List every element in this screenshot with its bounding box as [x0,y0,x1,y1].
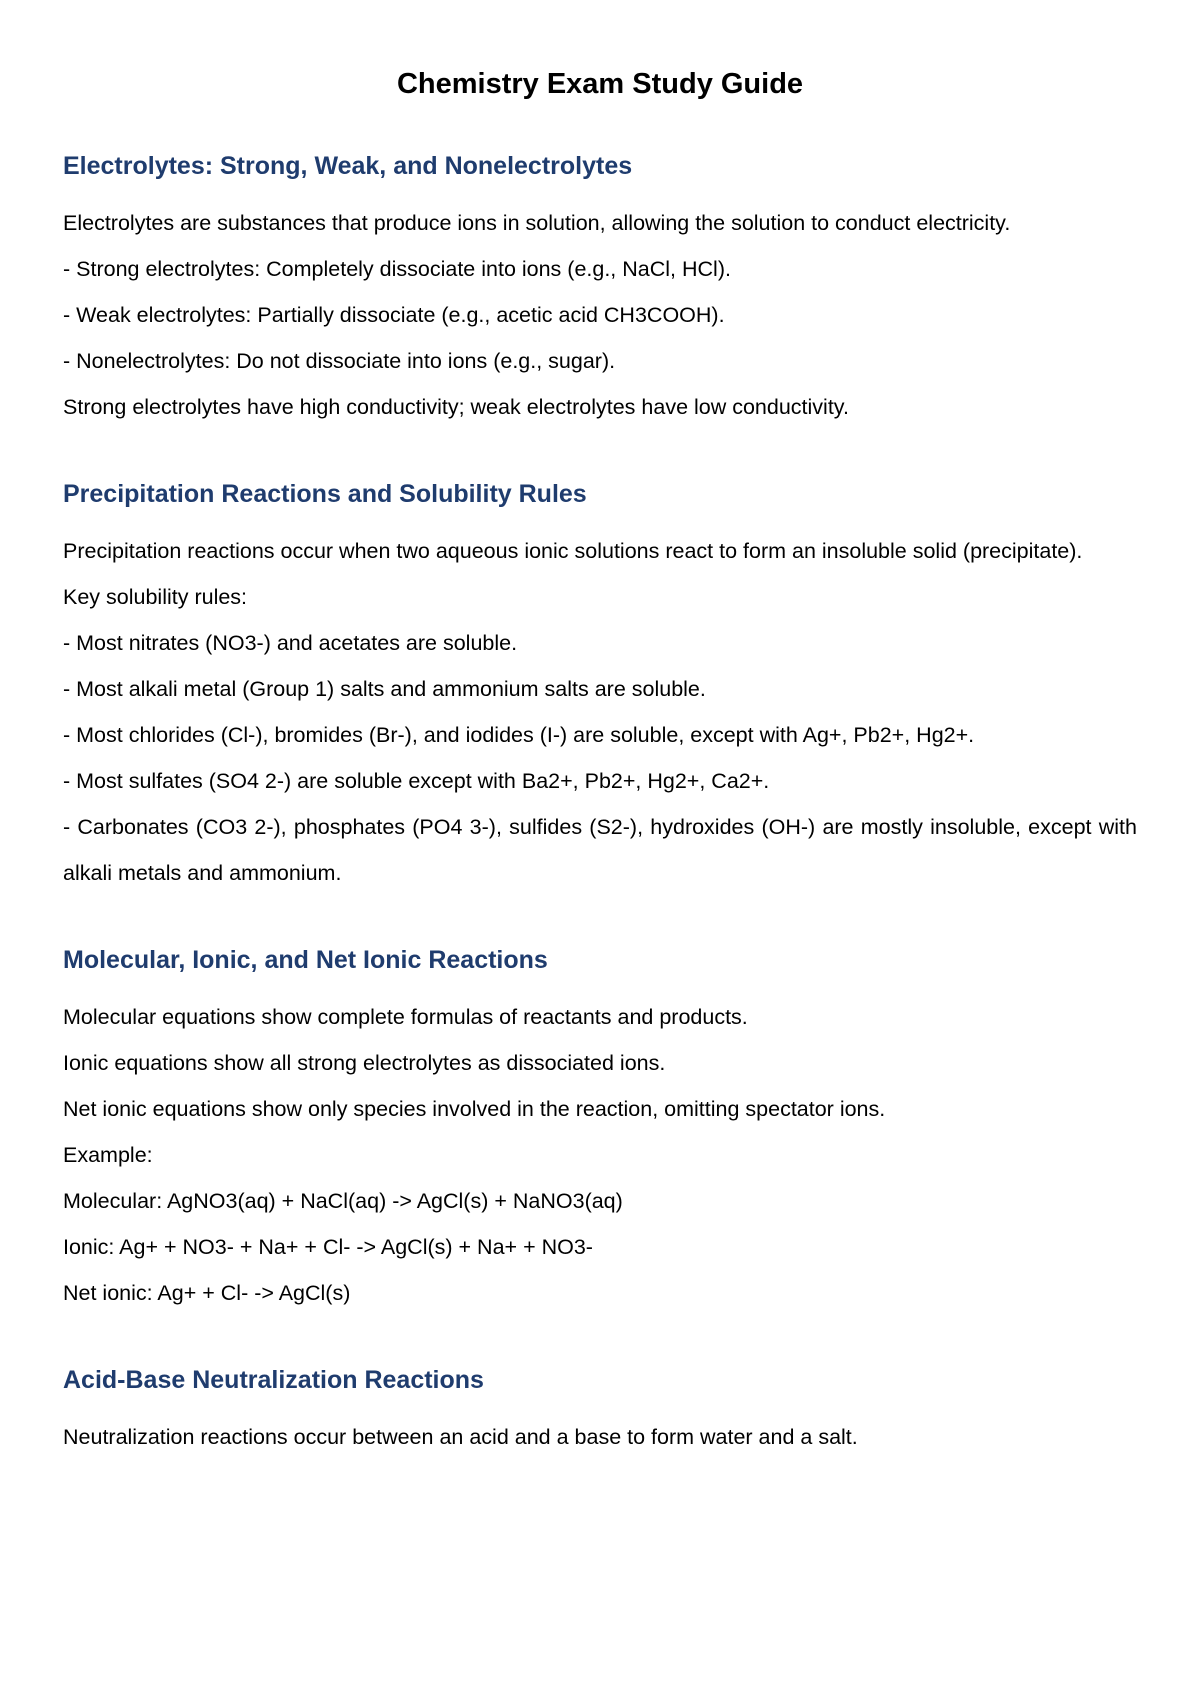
body-line: Molecular equations show complete formulas of reactants and products. [63,1005,748,1029]
body-line: Ionic equations show all strong electrolytes as dissociated ions. [63,1051,666,1075]
body-line: - Most sulfates (SO4 2-) are soluble except with Ba2+, Pb2+, Hg2+, Ca2+. [63,769,770,793]
body-line: Key solubility rules: [63,585,248,609]
section-heading: Acid-Base Neutralization Reactions [63,1366,484,1394]
body-line: - Nonelectrolytes: Do not dissociate into ions (e.g., sugar). [63,349,616,373]
body-line: - Strong electrolytes: Completely dissociate into ions (e.g., NaCl, HCl). [63,257,731,281]
body-line: Strong electrolytes have high conductivity; weak electrolytes have low conductivity. [63,395,849,419]
body-line: Neutralization reactions occur between an acid and a base to form water and a salt. [63,1425,858,1449]
body-line: - Most nitrates (NO3-) and acetates are soluble. [63,631,518,655]
body-line: Net ionic equations show only species involved in the reaction, omitting spectator ions. [63,1097,886,1121]
section-ionic-reactions [63,938,1137,1316]
body-paragraph: Precipitation reactions occur when two aqueous ionic solutions react to form an insoluble solid (precipitate). [63,539,1083,563]
body-line: Electrolytes are substances that produce ions in solution, allowing the solution to conduct electricity. [63,211,1011,235]
body-paragraph: - Carbonates (CO3 2-), phosphates (PO4 3-), sulfides (S2-), hydroxides (OH-) are mostly insoluble, except with alkali metals and ammonium. [63,815,1137,885]
section-neutralization [63,1358,1137,1460]
document-title: Chemistry Exam Study Guide [396,68,804,100]
body-line: Molecular: AgNO3(aq) + NaCl(aq) -> AgCl(s) + NaNO3(aq) [63,1189,623,1213]
section-heading: Electrolytes: Strong, Weak, and Nonelectrolytes [63,152,633,180]
body-line: - Most chlorides (Cl-), bromides (Br-), and iodides (I-) are soluble, except with Ag+, Pb2+, Hg2+. [63,723,975,747]
body-line: Ionic: Ag+ + NO3- + Na+ + Cl- -> AgCl(s) + Na+ + NO3- [63,1235,593,1259]
body-line: Example: [63,1143,153,1167]
body-line: Net ionic: Ag+ + Cl- -> AgCl(s) [63,1281,351,1305]
section-heading: Molecular, Ionic, and Net Ionic Reactions [63,946,548,974]
section-electrolytes [63,144,1137,430]
body-line: - Most alkali metal (Group 1) salts and ammonium salts are soluble. [63,677,706,701]
section-heading: Precipitation Reactions and Solubility Rules [63,480,587,508]
body-line: - Weak electrolytes: Partially dissociate (e.g., acetic acid CH3COOH). [63,303,725,327]
section-precipitation [63,472,1137,896]
